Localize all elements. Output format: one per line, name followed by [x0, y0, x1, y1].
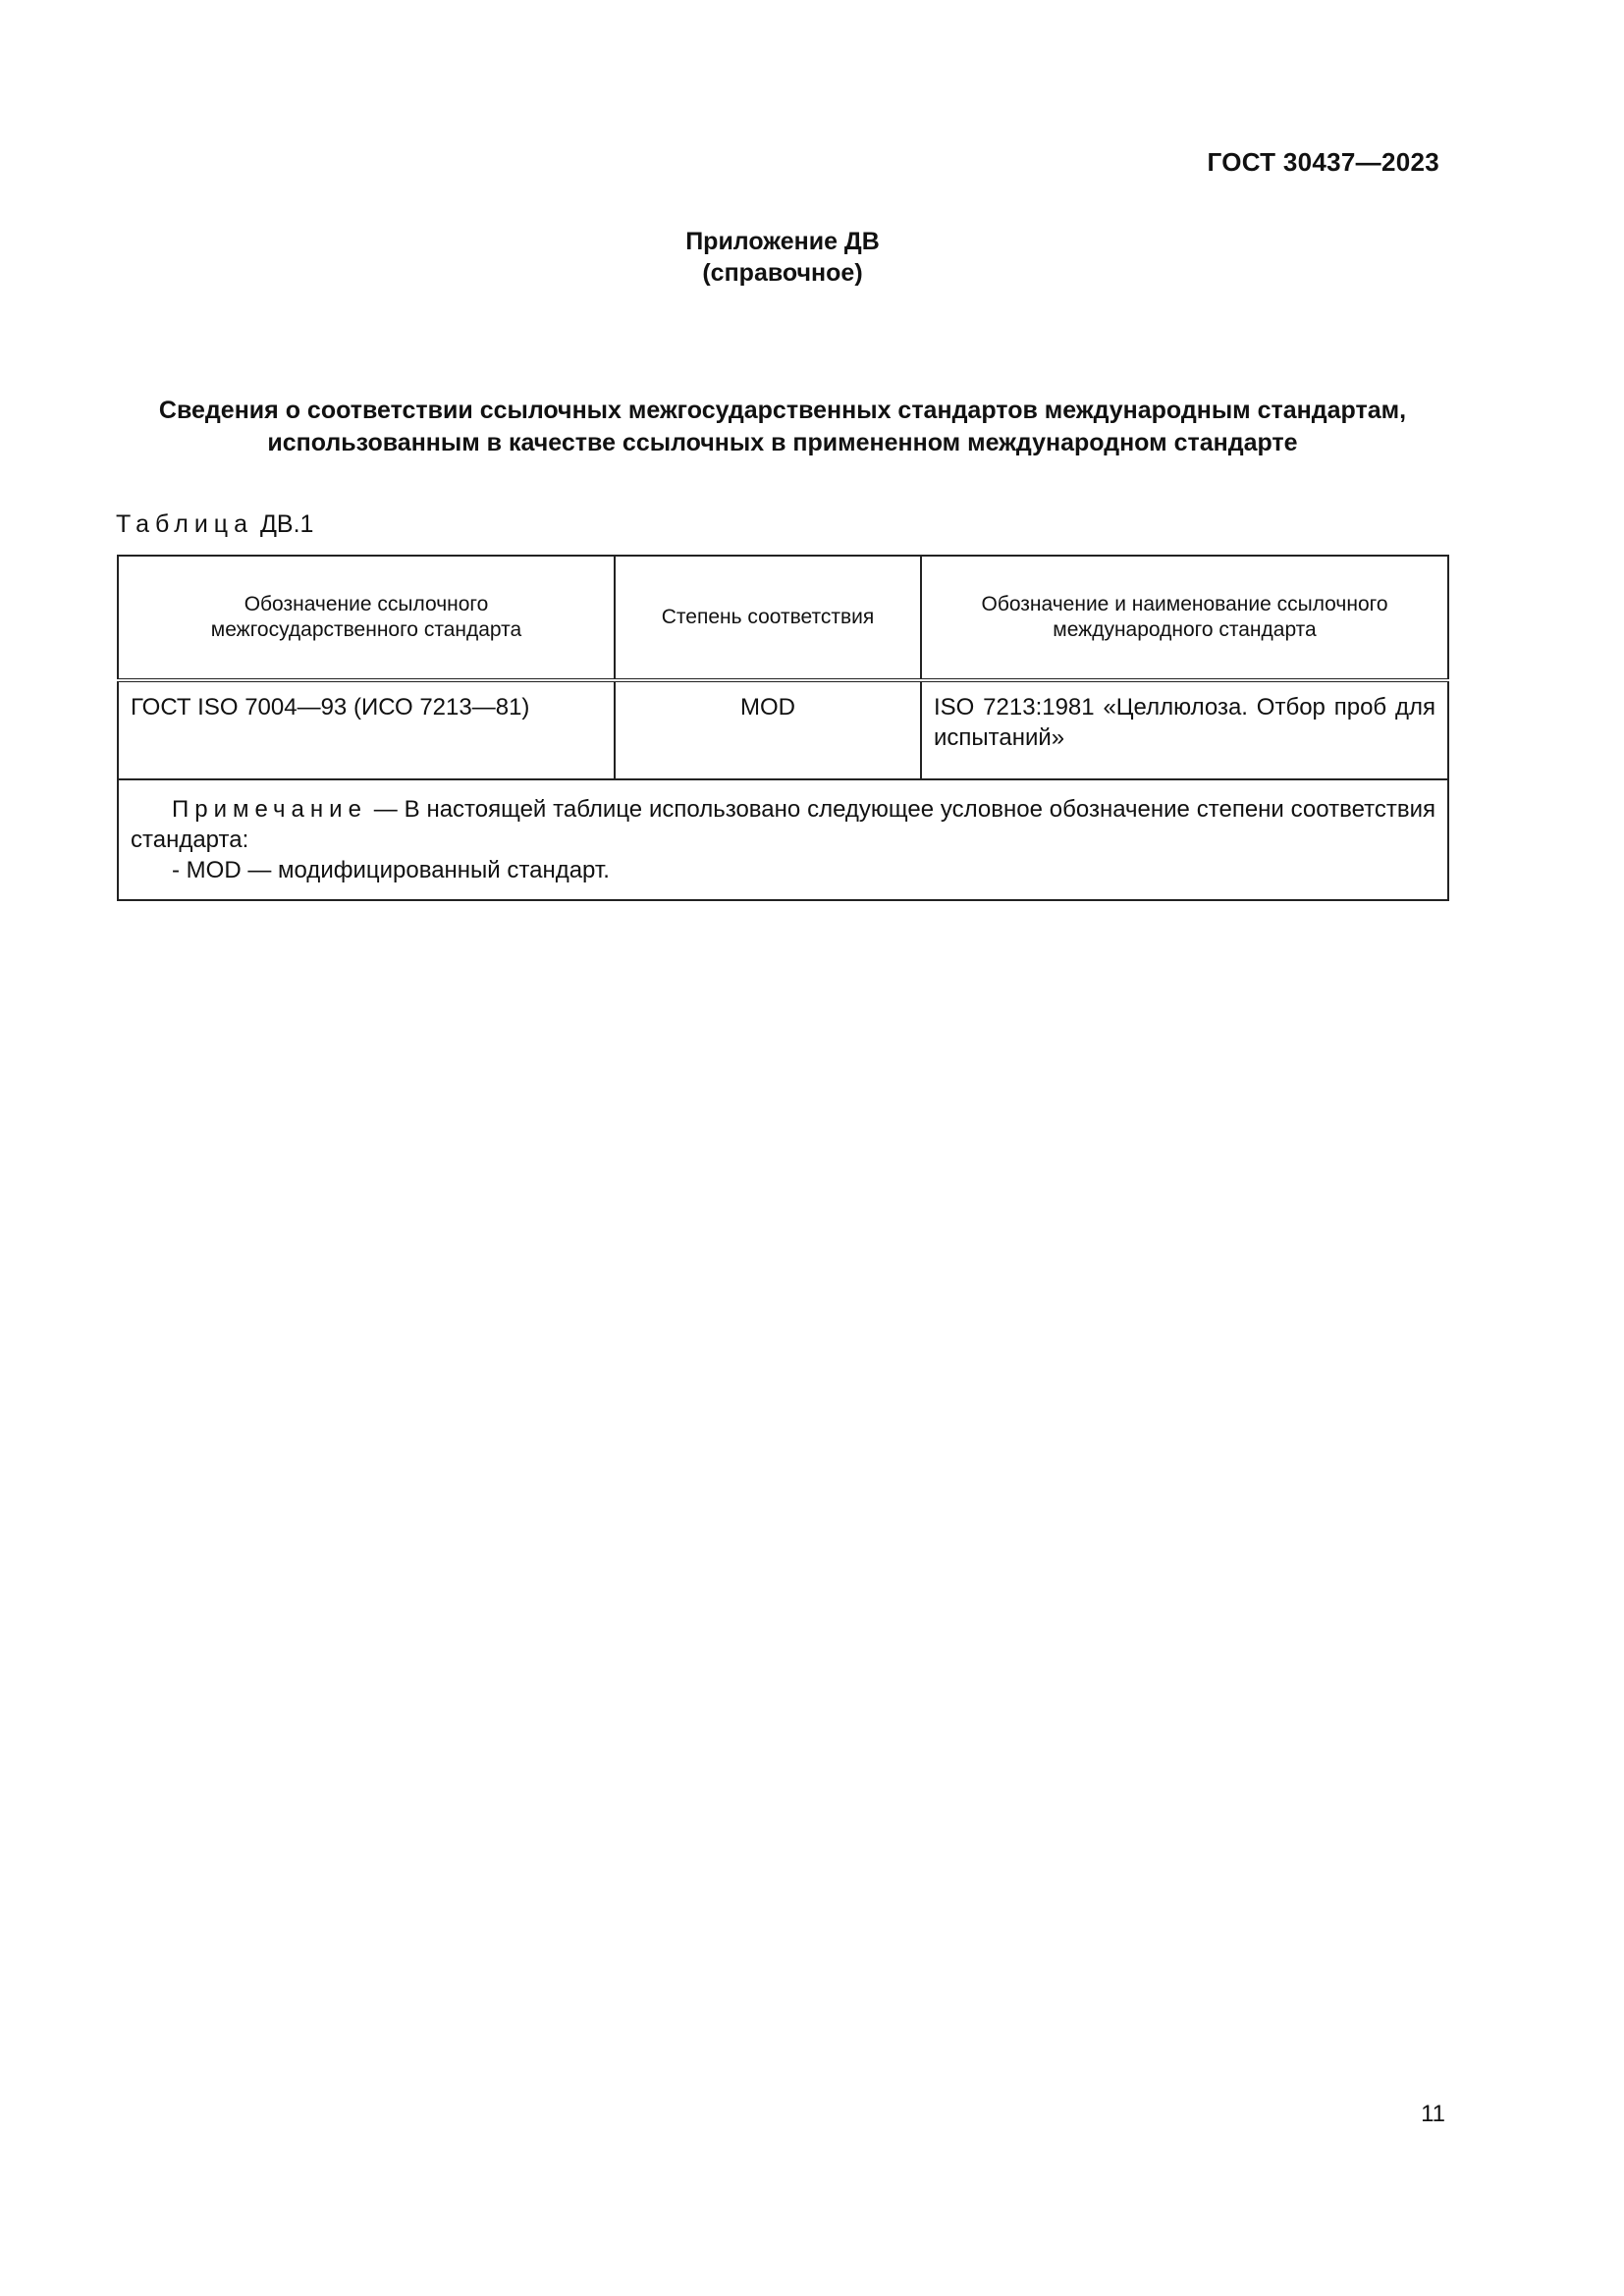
table-note — [118, 779, 1448, 900]
table-caption — [116, 510, 313, 539]
appendix-title: Приложение ДВ — [685, 228, 880, 255]
correspondence-table — [117, 555, 1449, 901]
header-degree-of-correspondence: Степень соответствия — [615, 556, 921, 680]
appendix-heading — [0, 226, 1565, 289]
table-row — [118, 680, 1448, 779]
cell-interstate-standard: ГОСТ ISO 7004—93 (ИСО 7213—81) — [118, 680, 615, 779]
appendix-subtitle: (справочное) — [702, 259, 863, 287]
section-title-line-2: использованным в качестве ссылочных в примененном международном стандарте — [267, 429, 1298, 456]
document-code: ГОСТ 30437—2023 — [1207, 147, 1439, 177]
cell-international-standard: ISO 7213:1981 «Целлюлоза. Отбор проб для испытаний» — [921, 680, 1448, 779]
page-number: 11 — [1421, 2101, 1445, 2127]
section-title-line-1: Сведения о соответствии ссылочных межгосударственных стандартов международным стандартам, — [158, 397, 1407, 424]
table-note-row — [118, 779, 1448, 900]
note-body: — В настоящей таблице использовано следующее условное обозначение степени соответствия стандарта: — [131, 796, 1435, 853]
table-caption-number: ДВ.1 — [259, 510, 314, 538]
note-label: Примечание — [172, 796, 367, 823]
header-international-standard: Обозначение и наименование ссылочного международного стандарта — [921, 556, 1448, 680]
table-header-row — [118, 556, 1448, 680]
cell-degree: MOD — [615, 680, 921, 779]
note-text — [131, 794, 1435, 855]
header-interstate-standard: Обозначение ссылочного межгосударственного стандарта — [118, 556, 615, 680]
section-title — [118, 395, 1447, 459]
note-list-item: - MOD — модифицированный стандарт. — [172, 857, 610, 883]
table-caption-word: Таблица — [116, 510, 254, 538]
